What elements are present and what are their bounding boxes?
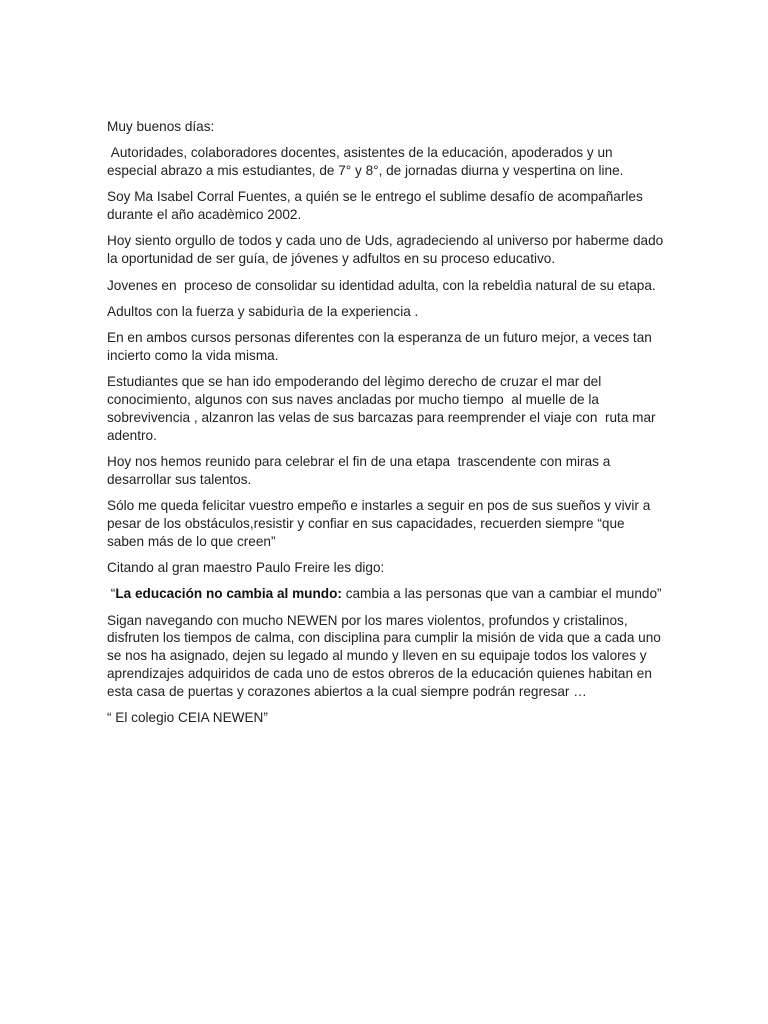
quote-rest-text: cambia a las personas que van a cambiar el mundo” [341,586,662,602]
freire-quote [107,585,665,603]
paragraph-courses: En en ambos cursos personas diferentes con la esperanza de un futuro mejor, a veces tan incierto como la vida misma. [107,330,656,363]
paragraph-pride: Hoy siento orgullo de todos y cada uno de Uds, agradeciendo al universo por haberme dado la oportunidad de ser guía, de jóvenes y adfultos en su proceso educativo. [107,233,667,267]
paragraph-adults: Adultos con la fuerza y sabidurìa de la experiencia . [107,303,419,319]
paragraph-youth: Jovenes en proceso de consolidar su identidad adulta, con la rebeldìa natural de su etapa. [107,277,656,293]
paragraph-congratulations: Sólo me queda felicitar vuestro empeño e instarles a seguir en pos de sus sueños y vivir a pesar de los obstáculos,resistir y confiar en sus capacidades, recuerden siempre “que saben más de lo que creen” [107,498,655,549]
quote-open-mark: “ [107,586,116,602]
paragraph-students: Estudiantes que se han ido empoderando del lègimo derecho de cruzar el mar del conocimiento, algunos con sus naves ancladas por mucho tiempo al muelle de la sobrevivencia , alzanron las velas de sus barcazas para reemprender el viaje con ruta mar adentro. [107,374,660,443]
paragraph-introduction: Soy Ma Isabel Corral Fuentes, a quién se le entrego el sublime desafío de acompañarles durante el año acadèmico 2002. [107,189,647,223]
paragraph-citation-intro: Citando al gran maestro Paulo Freire les digo: [107,559,385,575]
paragraph-celebration: Hoy nos hemos reunido para celebrar el fin de una etapa trascendente con miras a desarrollar sus talentos. [107,453,615,487]
paragraph-authorities: Autoridades, colaboradores docentes, asistentes de la educación, apoderados y un especial abrazo a mis estudiantes, de 7° y 8°, de jornadas diurna y vespertina on line. [107,145,624,179]
quote-bold-text: La educación no cambia al mundo: [115,586,342,602]
paragraph-farewell: Sigan navegando con mucho NEWEN por los mares violentos, profundos y cristalinos, disfruten los tiempos de calma, con disciplina para cumplir la misión de vida que a cada uno se nos ha asignado, dejen su legado al mundo y lleven en su equipaje todos los valores y aprendizajes adquiridos de cada uno de estos obreros de la educación quienes habitan en esta casa de puertas y corazones abiertos a la cual siempre podrán regresar … [107,612,665,699]
greeting: Muy buenos días: [107,119,215,134]
document-body [107,118,665,735]
signature-line: “ El colegio CEIA NEWEN” [107,710,268,726]
